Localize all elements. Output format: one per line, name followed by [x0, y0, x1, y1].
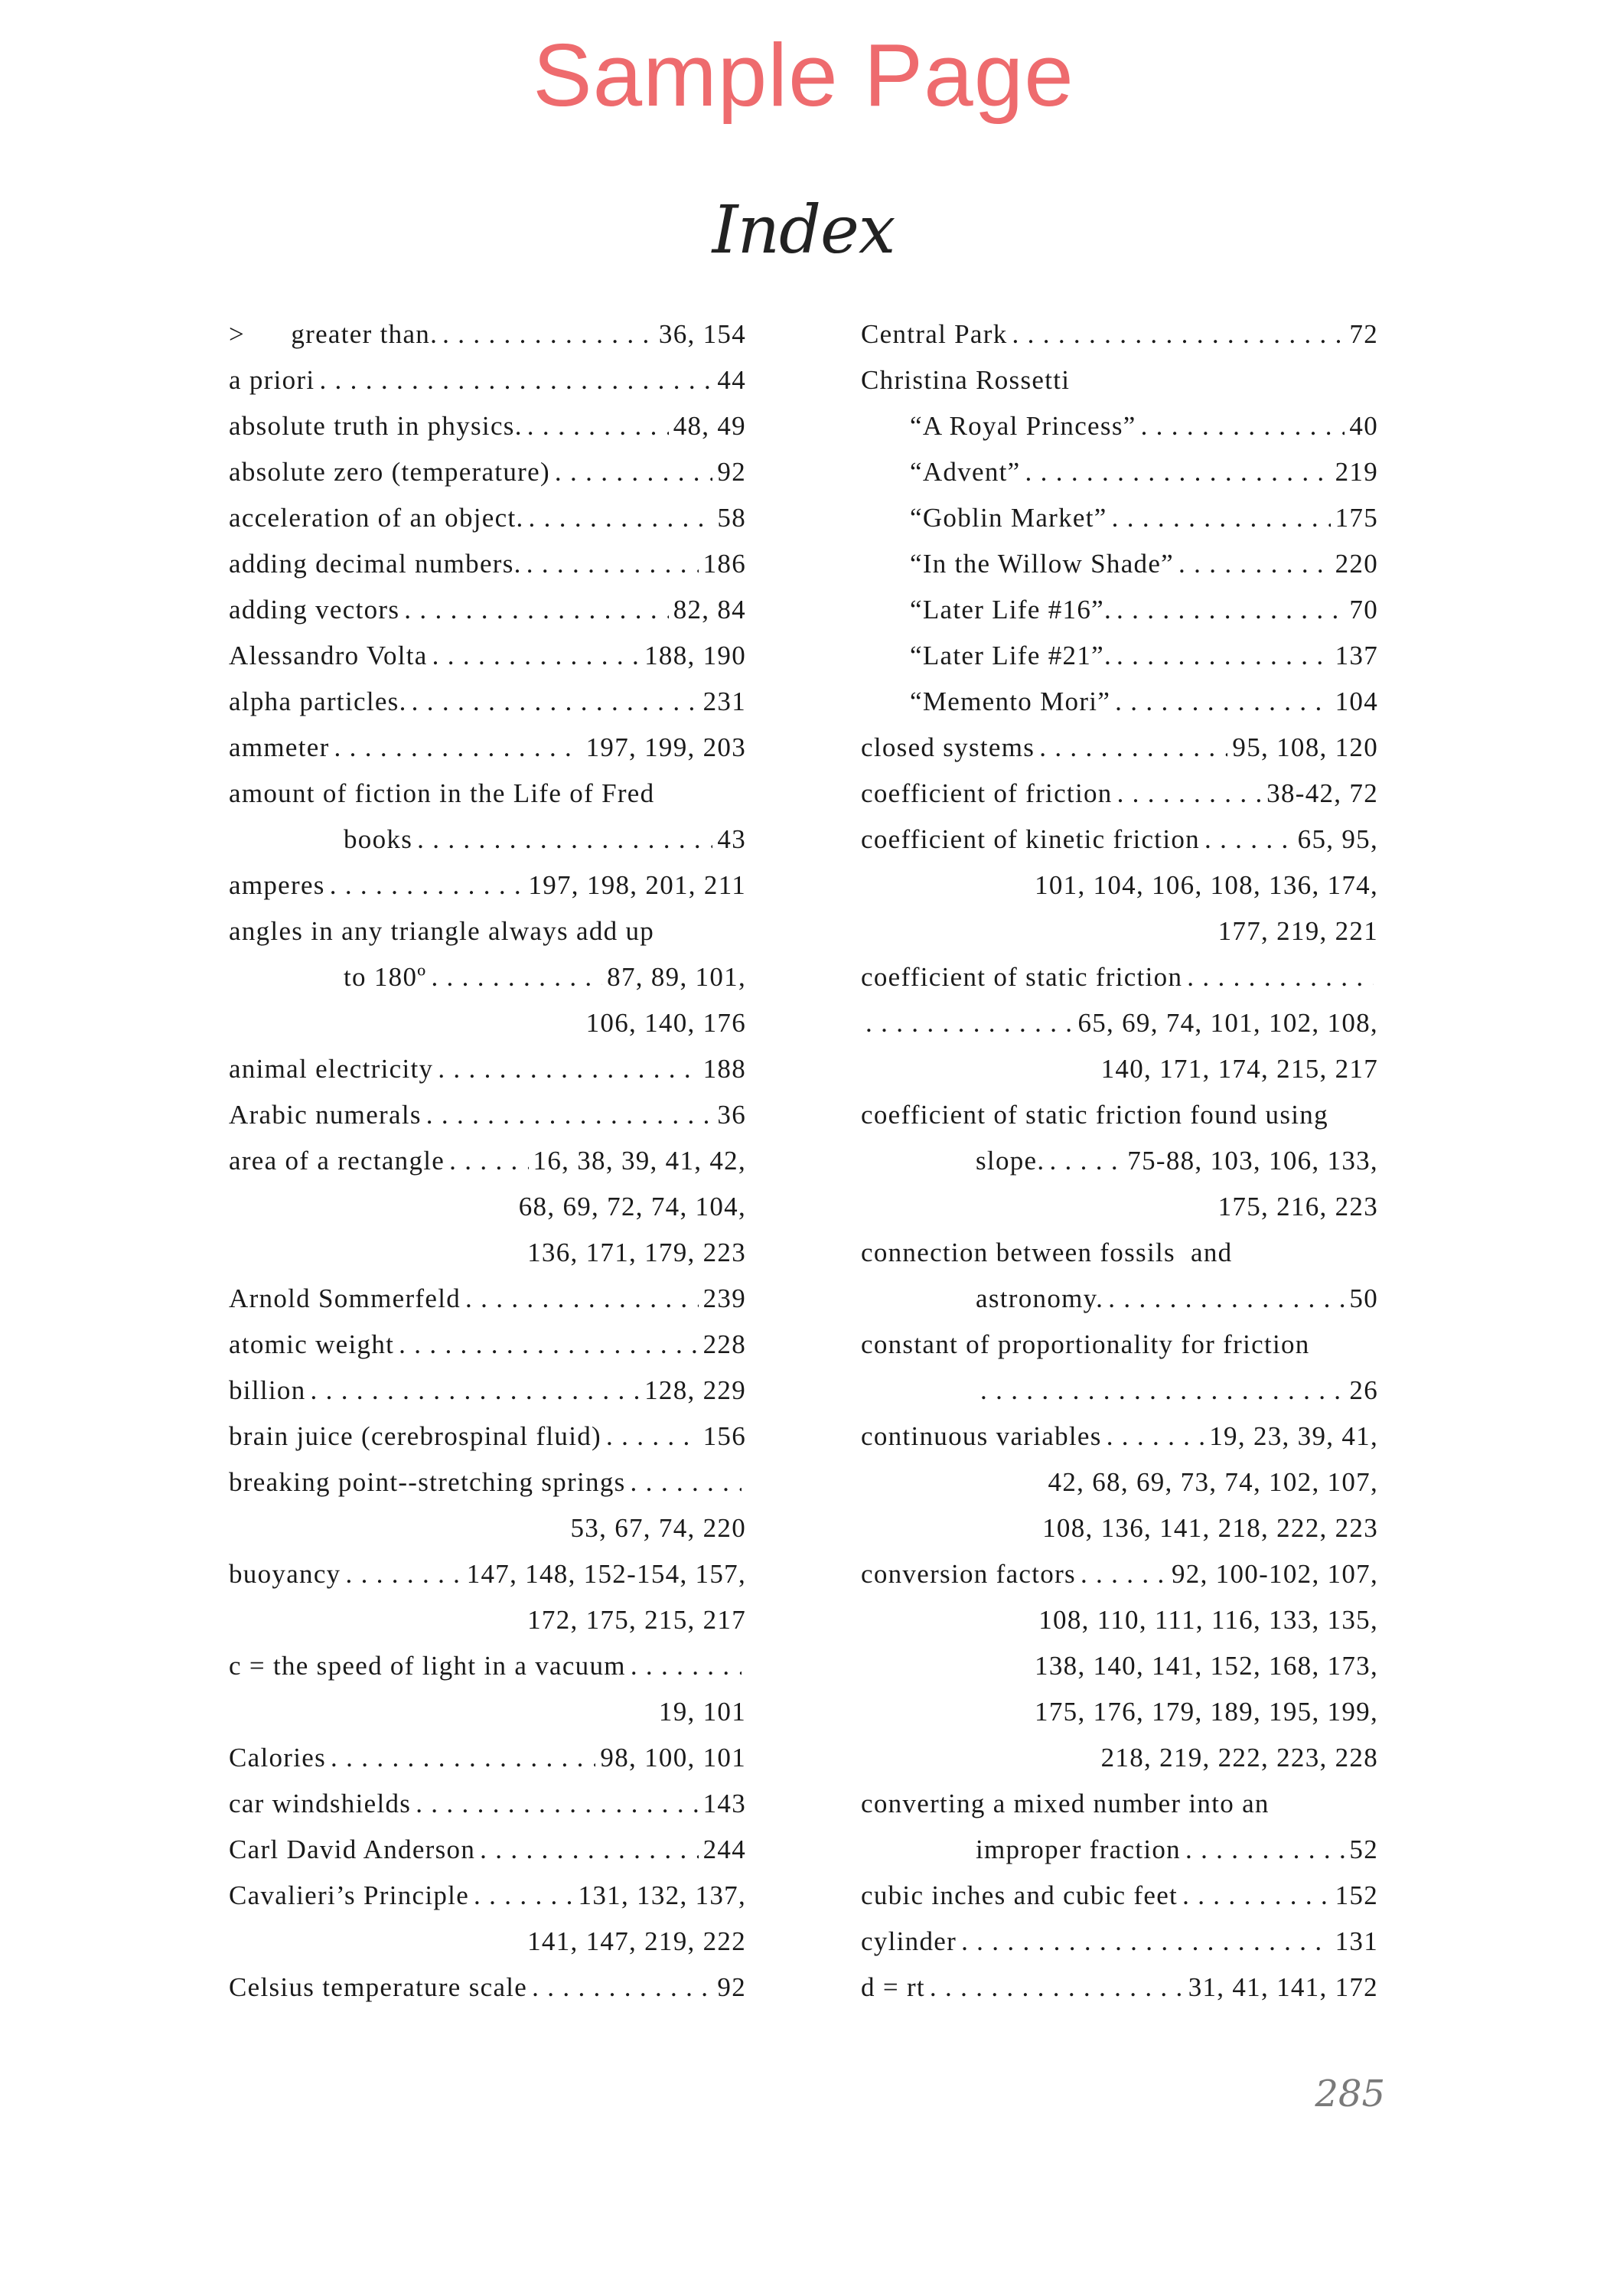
index-entry — [861, 908, 1378, 954]
index-entry — [229, 1781, 746, 1827]
index-page-refs: 65, 95, — [1297, 824, 1378, 854]
index-term: atomic weight — [229, 1329, 395, 1359]
index-page-refs: 218, 219, 222, 223, 228 — [1100, 1743, 1378, 1773]
index-entry — [229, 1735, 746, 1781]
index-entry — [229, 403, 746, 449]
index-term: “Later Life #16”. — [910, 595, 1113, 625]
index-page-refs: 131, 132, 137, — [578, 1880, 746, 1910]
index-entry — [861, 1092, 1378, 1138]
dot-leader — [1187, 962, 1374, 993]
index-entry — [861, 817, 1378, 863]
index-page-refs: 68, 69, 72, 74, 104, — [518, 1192, 746, 1221]
index-term: car windshields — [229, 1789, 412, 1818]
index-entry — [229, 1873, 746, 1919]
dot-leader — [527, 411, 669, 442]
index-page-refs: 19, 23, 39, 41, — [1209, 1421, 1378, 1451]
index-entry — [229, 1643, 746, 1689]
index-entry — [861, 1873, 1378, 1919]
dot-leader — [404, 595, 668, 625]
index-page-refs: 48, 49 — [673, 411, 746, 441]
index-term: a priori — [229, 365, 315, 395]
index-entry — [229, 725, 746, 771]
index-term: coefficient of kinetic friction — [861, 824, 1200, 854]
index-entry — [229, 863, 746, 908]
index-page-refs: 95, 108, 120 — [1232, 732, 1378, 762]
index-entry — [861, 1781, 1378, 1827]
index-column-right — [861, 311, 1378, 2011]
index-page-refs: 87, 89, 101, — [607, 962, 746, 992]
dot-leader — [1178, 549, 1331, 579]
index-page-refs: 128, 229 — [644, 1375, 746, 1405]
index-page-refs: 42, 68, 69, 73, 74, 102, 107, — [1048, 1467, 1378, 1497]
index-term: connection between fossils and — [861, 1238, 1233, 1267]
index-entry — [861, 1735, 1378, 1781]
index-term: Arnold Sommerfeld — [229, 1283, 461, 1313]
index-term: “In the Willow Shade” — [910, 549, 1175, 579]
dot-leader — [432, 641, 640, 671]
index-entry — [229, 817, 746, 863]
index-page-refs: 36, 154 — [658, 319, 746, 349]
dot-leader — [465, 1283, 699, 1314]
index-entry — [861, 1965, 1378, 2011]
dot-leader — [1081, 1559, 1167, 1590]
index-term: Cavalieri’s Principle — [229, 1880, 470, 1910]
index-entry — [229, 633, 746, 679]
dot-leader — [526, 549, 699, 579]
index-page-refs: 147, 148, 152-154, 157, — [466, 1559, 746, 1589]
index-page-refs: 188, 190 — [644, 641, 746, 670]
index-term: ammeter — [229, 732, 330, 762]
index-term: acceleration of an object. — [229, 503, 524, 533]
index-page-refs: 44 — [717, 365, 746, 395]
index-term: “Goblin Market” — [910, 503, 1107, 533]
index-page-refs: 43 — [717, 824, 746, 854]
index-page-refs: 219 — [1335, 457, 1378, 487]
index-entry — [229, 1597, 746, 1643]
index-page-refs: 175, 216, 223 — [1217, 1192, 1378, 1221]
dot-leader — [426, 1100, 713, 1130]
index-entry — [861, 1276, 1378, 1322]
index-term: adding vectors — [229, 595, 400, 625]
index-page-refs: 136, 171, 179, 223 — [527, 1238, 746, 1267]
index-entry — [229, 1368, 746, 1414]
dot-leader — [431, 962, 602, 993]
dot-leader — [930, 1972, 1184, 2003]
index-entry — [229, 1505, 746, 1551]
index-term: amount of fiction in the Life of Fred — [229, 778, 655, 808]
index-term: Central Park — [861, 319, 1008, 349]
dot-leader — [1182, 1880, 1331, 1911]
index-page-refs: 177, 219, 221 — [1217, 916, 1378, 946]
index-page-refs: 197, 199, 203 — [585, 732, 746, 762]
dot-leader — [1141, 411, 1345, 442]
index-entry — [861, 725, 1378, 771]
index-entry — [861, 1322, 1378, 1368]
index-page-refs: 53, 67, 74, 220 — [570, 1513, 746, 1543]
index-term: Carl David Anderson — [229, 1835, 476, 1864]
index-entry — [229, 771, 746, 817]
dot-leader — [449, 1146, 528, 1176]
dot-leader — [311, 1375, 641, 1406]
index-entry — [861, 1551, 1378, 1597]
index-entry — [861, 633, 1378, 679]
index-entry — [861, 1505, 1378, 1551]
dot-leader — [606, 1421, 699, 1452]
dot-leader — [474, 1880, 574, 1911]
index-page-refs: 98, 100, 101 — [600, 1743, 746, 1773]
index-title: Index — [712, 192, 895, 269]
dot-leader — [416, 1789, 698, 1819]
index-page-refs: 26 — [1349, 1375, 1378, 1405]
dot-leader — [345, 1559, 461, 1590]
index-page-refs: 188 — [702, 1054, 746, 1084]
index-term: astronomy. — [976, 1283, 1104, 1313]
dot-leader — [1115, 687, 1330, 717]
index-page-refs: 108, 136, 141, 218, 222, 223 — [1042, 1513, 1378, 1543]
page-number: 285 — [1315, 2073, 1385, 2115]
dot-leader — [1107, 1421, 1205, 1452]
dot-leader — [1025, 457, 1331, 488]
index-entry — [229, 1414, 746, 1459]
index-entry — [229, 954, 746, 1000]
index-entry — [861, 1184, 1378, 1230]
index-page-refs: 92 — [717, 1972, 746, 2002]
index-term: angles in any triangle always add up — [229, 916, 655, 946]
index-entry — [229, 541, 746, 587]
index-page-refs: 137 — [1335, 641, 1378, 670]
index-entry — [229, 1551, 746, 1597]
index-entry — [861, 1138, 1378, 1184]
index-term: converting a mixed number into an — [861, 1789, 1270, 1818]
index-page-refs: 228 — [702, 1329, 746, 1359]
index-entry — [861, 587, 1378, 633]
dot-leader — [631, 1467, 742, 1498]
index-page-refs: 36 — [717, 1100, 746, 1130]
index-page-refs: 82, 84 — [673, 595, 746, 625]
index-term: c = the speed of light in a vacuum — [229, 1651, 626, 1681]
index-entry — [229, 1092, 746, 1138]
index-entry — [861, 1368, 1378, 1414]
index-page-refs: 172, 175, 215, 217 — [527, 1605, 746, 1635]
dot-leader — [399, 1329, 698, 1360]
index-entry — [861, 495, 1378, 541]
index-term: absolute zero (temperature) — [229, 457, 550, 487]
index-page-refs: 65, 69, 74, 101, 102, 108, — [1077, 1008, 1378, 1038]
index-page-refs: 50 — [1349, 1283, 1378, 1313]
index-entry — [861, 1919, 1378, 1965]
index-page-refs: 40 — [1349, 411, 1378, 441]
index-term: slope. — [976, 1146, 1045, 1176]
index-term: Arabic numerals — [229, 1100, 422, 1130]
dot-leader — [330, 870, 524, 901]
index-page-refs: 131 — [1335, 1926, 1378, 1956]
index-page-refs: 72 — [1349, 319, 1378, 349]
index-entry — [861, 449, 1378, 495]
index-page-refs: 52 — [1349, 1835, 1378, 1864]
index-term: buoyancy — [229, 1559, 341, 1589]
dot-leader — [438, 1054, 698, 1084]
index-entry — [229, 1322, 746, 1368]
index-term: closed systems — [861, 732, 1035, 762]
index-entry — [861, 1046, 1378, 1092]
index-entry — [229, 587, 746, 633]
index-term: animal electricity — [229, 1054, 434, 1084]
index-page-refs: 220 — [1335, 549, 1378, 579]
index-term: books — [344, 824, 413, 854]
index-entry — [229, 495, 746, 541]
dot-leader — [1012, 319, 1345, 350]
dot-leader — [1116, 641, 1331, 671]
index-entry — [861, 1827, 1378, 1873]
index-term: continuous variables — [861, 1421, 1102, 1451]
sample-page-watermark: Sample Page — [533, 25, 1074, 125]
index-term: absolute truth in physics. — [229, 411, 523, 441]
dot-leader — [1039, 732, 1227, 763]
index-entry — [229, 1459, 746, 1505]
index-entry — [229, 1138, 746, 1184]
index-term: “Later Life #21”. — [910, 641, 1113, 670]
index-term: cylinder — [861, 1926, 957, 1956]
index-term: constant of proportionality for friction — [861, 1329, 1310, 1359]
index-term: breaking point--stretching springs — [229, 1467, 626, 1497]
dot-leader — [331, 1743, 595, 1773]
index-page-refs: 38-42, 72 — [1266, 778, 1378, 808]
index-entry — [229, 1276, 746, 1322]
index-term: d = rt — [861, 1972, 925, 2002]
index-term: “Memento Mori” — [910, 687, 1111, 716]
dot-leader — [529, 503, 713, 533]
index-term: Christina Rossetti — [861, 365, 1071, 395]
index-page-refs: 75-88, 103, 106, 133, — [1127, 1146, 1378, 1176]
index-page-refs: 92 — [717, 457, 746, 487]
index-page-refs: 152 — [1335, 1880, 1378, 1910]
index-entry — [229, 1965, 746, 2011]
dot-leader — [334, 732, 582, 763]
index-entry — [229, 311, 746, 357]
index-term: conversion factors — [861, 1559, 1076, 1589]
index-entry — [229, 1230, 746, 1276]
index-entry — [861, 357, 1378, 403]
index-term: “Advent” — [910, 457, 1021, 487]
index-page-refs: 104 — [1335, 687, 1378, 716]
dot-leader — [961, 1926, 1331, 1957]
index-entry — [861, 1459, 1378, 1505]
index-page-refs: 19, 101 — [658, 1697, 746, 1727]
dot-leader — [319, 365, 712, 396]
dot-leader — [1185, 1835, 1345, 1865]
index-term: area of a rectangle — [229, 1146, 445, 1176]
index-term: Alessandro Volta — [229, 641, 428, 670]
index-term: > greater than. — [229, 319, 438, 349]
index-entry — [861, 311, 1378, 357]
index-page-refs: 186 — [702, 549, 746, 579]
index-entry — [861, 1414, 1378, 1459]
index-page-refs: 106, 140, 176 — [585, 1008, 746, 1038]
index-entry — [861, 403, 1378, 449]
index-term: to 180º — [344, 962, 427, 992]
index-column-left — [229, 311, 746, 2011]
index-term: alpha particles. — [229, 687, 407, 716]
index-page-refs: 16, 38, 39, 41, 42, — [533, 1146, 746, 1176]
index-term: billion — [229, 1375, 306, 1405]
index-term: Calories — [229, 1743, 327, 1773]
dot-leader — [480, 1835, 698, 1865]
index-term: “A Royal Princess” — [910, 411, 1136, 441]
index-entry — [229, 1827, 746, 1873]
dot-leader — [865, 1008, 1073, 1039]
dot-leader — [532, 1972, 712, 2003]
index-entry — [229, 679, 746, 725]
dot-leader — [417, 824, 712, 855]
index-entry — [229, 1184, 746, 1230]
index-entry — [229, 357, 746, 403]
index-entry — [229, 1000, 746, 1046]
index-page-refs: 244 — [702, 1835, 746, 1864]
index-page-refs: 108, 110, 111, 116, 133, 135, — [1038, 1605, 1378, 1635]
index-entry — [229, 1689, 746, 1735]
dot-leader — [412, 687, 699, 717]
index-entry — [861, 954, 1378, 1000]
index-term: improper fraction — [976, 1835, 1181, 1864]
index-page-refs: 143 — [702, 1789, 746, 1818]
index-entry — [229, 1046, 746, 1092]
index-term: coefficient of static friction found using — [861, 1100, 1328, 1130]
index-entry — [861, 771, 1378, 817]
index-term: Celsius temperature scale — [229, 1972, 528, 2002]
index-entry — [861, 1230, 1378, 1276]
index-entry — [229, 1919, 746, 1965]
dot-leader — [1204, 824, 1293, 855]
dot-leader — [1108, 1283, 1345, 1314]
index-page-refs: 141, 147, 219, 222 — [527, 1926, 746, 1956]
dot-leader — [980, 1375, 1345, 1406]
index-page-refs: 175 — [1335, 503, 1378, 533]
index-page-refs: 156 — [702, 1421, 746, 1451]
index-entry — [861, 1643, 1378, 1689]
dot-leader — [1049, 1146, 1123, 1176]
index-entry — [229, 908, 746, 954]
dot-leader — [1117, 778, 1263, 809]
index-term: coefficient of friction — [861, 778, 1113, 808]
index-page-refs: 140, 171, 174, 215, 217 — [1100, 1054, 1378, 1084]
index-page-refs: 101, 104, 106, 108, 136, 174, — [1035, 870, 1378, 900]
index-page-refs: 175, 176, 179, 189, 195, 199, — [1035, 1697, 1378, 1727]
index-entry — [861, 863, 1378, 908]
index-term: amperes — [229, 870, 325, 900]
index-entry — [861, 679, 1378, 725]
dot-leader — [631, 1651, 742, 1681]
index-page-refs: 58 — [717, 503, 746, 533]
index-entry — [861, 1689, 1378, 1735]
index-entry — [861, 1000, 1378, 1046]
dot-leader — [1112, 503, 1331, 533]
index-entry — [861, 541, 1378, 587]
index-page-refs: 31, 41, 141, 172 — [1188, 1972, 1378, 2002]
index-page-refs: 197, 198, 201, 211 — [528, 870, 746, 900]
index-entry — [861, 1597, 1378, 1643]
index-entry — [229, 449, 746, 495]
index-term: adding decimal numbers. — [229, 549, 522, 579]
index-term: brain juice (cerebrospinal fluid) — [229, 1421, 602, 1451]
index-page-refs: 70 — [1349, 595, 1378, 625]
index-page-refs: 92, 100-102, 107, — [1171, 1559, 1378, 1589]
dot-leader — [1116, 595, 1345, 625]
index-page-refs: 138, 140, 141, 152, 168, 173, — [1035, 1651, 1378, 1681]
index-page-refs: 231 — [702, 687, 746, 716]
dot-leader — [555, 457, 712, 488]
index-term: cubic inches and cubic feet — [861, 1880, 1178, 1910]
index-page-refs: 239 — [702, 1283, 746, 1313]
index-term: coefficient of static friction — [861, 962, 1183, 992]
dot-leader — [442, 319, 654, 350]
